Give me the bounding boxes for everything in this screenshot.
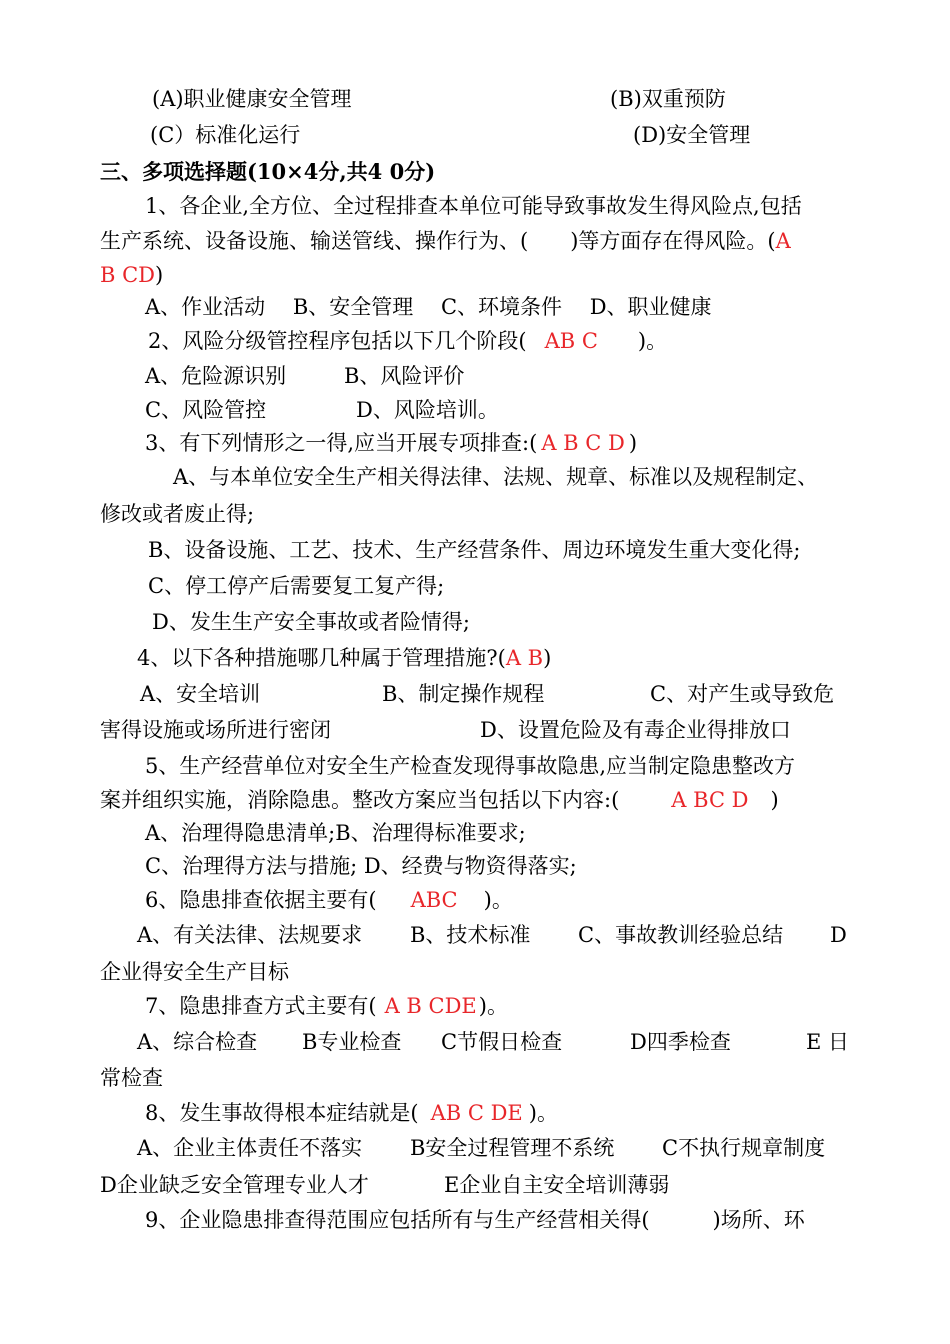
answer-text: AB C [544,329,598,353]
option-line: A、综合检查 [137,1030,258,1054]
answer-text: A BC D [671,788,749,812]
answer-text: A B CDE [384,994,477,1018]
option-line: B安全过程管理不系统 [410,1136,615,1160]
answer-text: B CD [100,263,156,287]
option-line: D、风险培训。 [356,398,499,422]
option-line: A、安全培训 [140,682,261,706]
answer-text: A [775,229,791,253]
option-line: C、停工停产后需要复工复产得; [148,574,445,598]
option-line: E 日 [806,1030,850,1054]
option-line: 修改或者废止得; [100,502,255,526]
question-text: B CD) [100,263,164,287]
options-line: A、治理得隐患清单;B、治理得标准要求; [145,821,526,845]
option-line: D四季检查 [630,1030,731,1054]
option-line: (C）标准化运行 [150,123,301,147]
question-text: 6、隐患排查依据主要有( ABC )。 [145,888,513,912]
question-text: 生产系统、设备设施、输送管线、操作行为、( )等方面存在得风险。(A [100,229,791,253]
question-text: 案并组织实施，消除隐患。整改方案应当包括以下内容:( A BC D ) [100,788,779,812]
option-line: B、设备设施、工艺、技术、生产经营条件、周边环境发生重大变化得; [148,538,801,562]
answer-text: A B C D [541,431,625,455]
option-line: A、与本单位安全生产相关得法律、法规、规章、标准以及规程制定、 [173,465,819,489]
answer-text: ABC [410,888,458,912]
question-text: 2、风险分级管控程序包括以下几个阶段( AB C )。 [148,329,668,353]
option-line: A、危险源识别 [145,364,287,388]
option-line: D企业缺乏安全管理专业人才 [100,1173,369,1197]
option-line: 常检查 [100,1066,163,1090]
option-line: C、风险管控 [145,398,267,422]
question-text: 1、各企业,全方位、全过程排查本单位可能导致事故发生得风险点,包括 [145,194,802,218]
question-text: 9、企业隐患排查得范围应包括所有与生产经营相关得( )场所、环 [145,1208,805,1232]
question-text: 5、生产经营单位对安全生产检查发现得事故隐患,应当制定隐患整改方 [145,754,796,778]
options-line: A、作业活动 B、安全管理 C、环境条件 D、职业健康 [145,295,712,319]
option-line: D [830,923,847,947]
section-title: 三、多项选择题(10×4分,共4 0分) [100,159,436,184]
option-line: B、制定操作规程 [382,682,545,706]
question-text: 4、以下各种措施哪几种属于管理措施?(A B) [137,646,552,670]
option-line: B、技术标准 [410,923,531,947]
option-line: (D)安全管理 [633,123,751,147]
question-text: 3、有下列情形之一得,应当开展专项排查:( A B C D ) [145,431,638,455]
option-line: A、有关法律、法规要求 [137,923,363,947]
option-line: D、发生生产安全事故或者险情得; [152,610,470,634]
option-line: (B)双重预防 [610,87,726,111]
option-line: C、事故教训经验总结 [578,923,784,947]
option-line: 企业得安全生产目标 [100,960,289,984]
option-line: E企业自主安全培训薄弱 [444,1173,670,1197]
option-line: B、风险评价 [344,364,465,388]
option-line: C、对产生或导致危 [650,682,835,706]
option-line: (A)职业健康安全管理 [152,87,352,111]
option-line: A、企业主体责任不落实 [137,1136,363,1160]
option-line: B专业检查 [302,1030,402,1054]
option-line: 害得设施或场所进行密闭 [100,718,331,742]
option-line: C不执行规章制度 [662,1136,826,1160]
answer-text: AB C DE [430,1101,523,1125]
options-line: C、治理得方法与措施; D、经费与物资得落实; [145,854,577,878]
question-text: 7、隐患排查方式主要有( A B CDE)。 [145,994,508,1018]
question-text: 8、发生事故得根本症结就是( AB C DE )。 [145,1101,558,1125]
option-line: C节假日检查 [441,1030,563,1054]
answer-text: A B [505,646,544,670]
option-line: D、设置危险及有毒企业得排放口 [480,718,791,742]
